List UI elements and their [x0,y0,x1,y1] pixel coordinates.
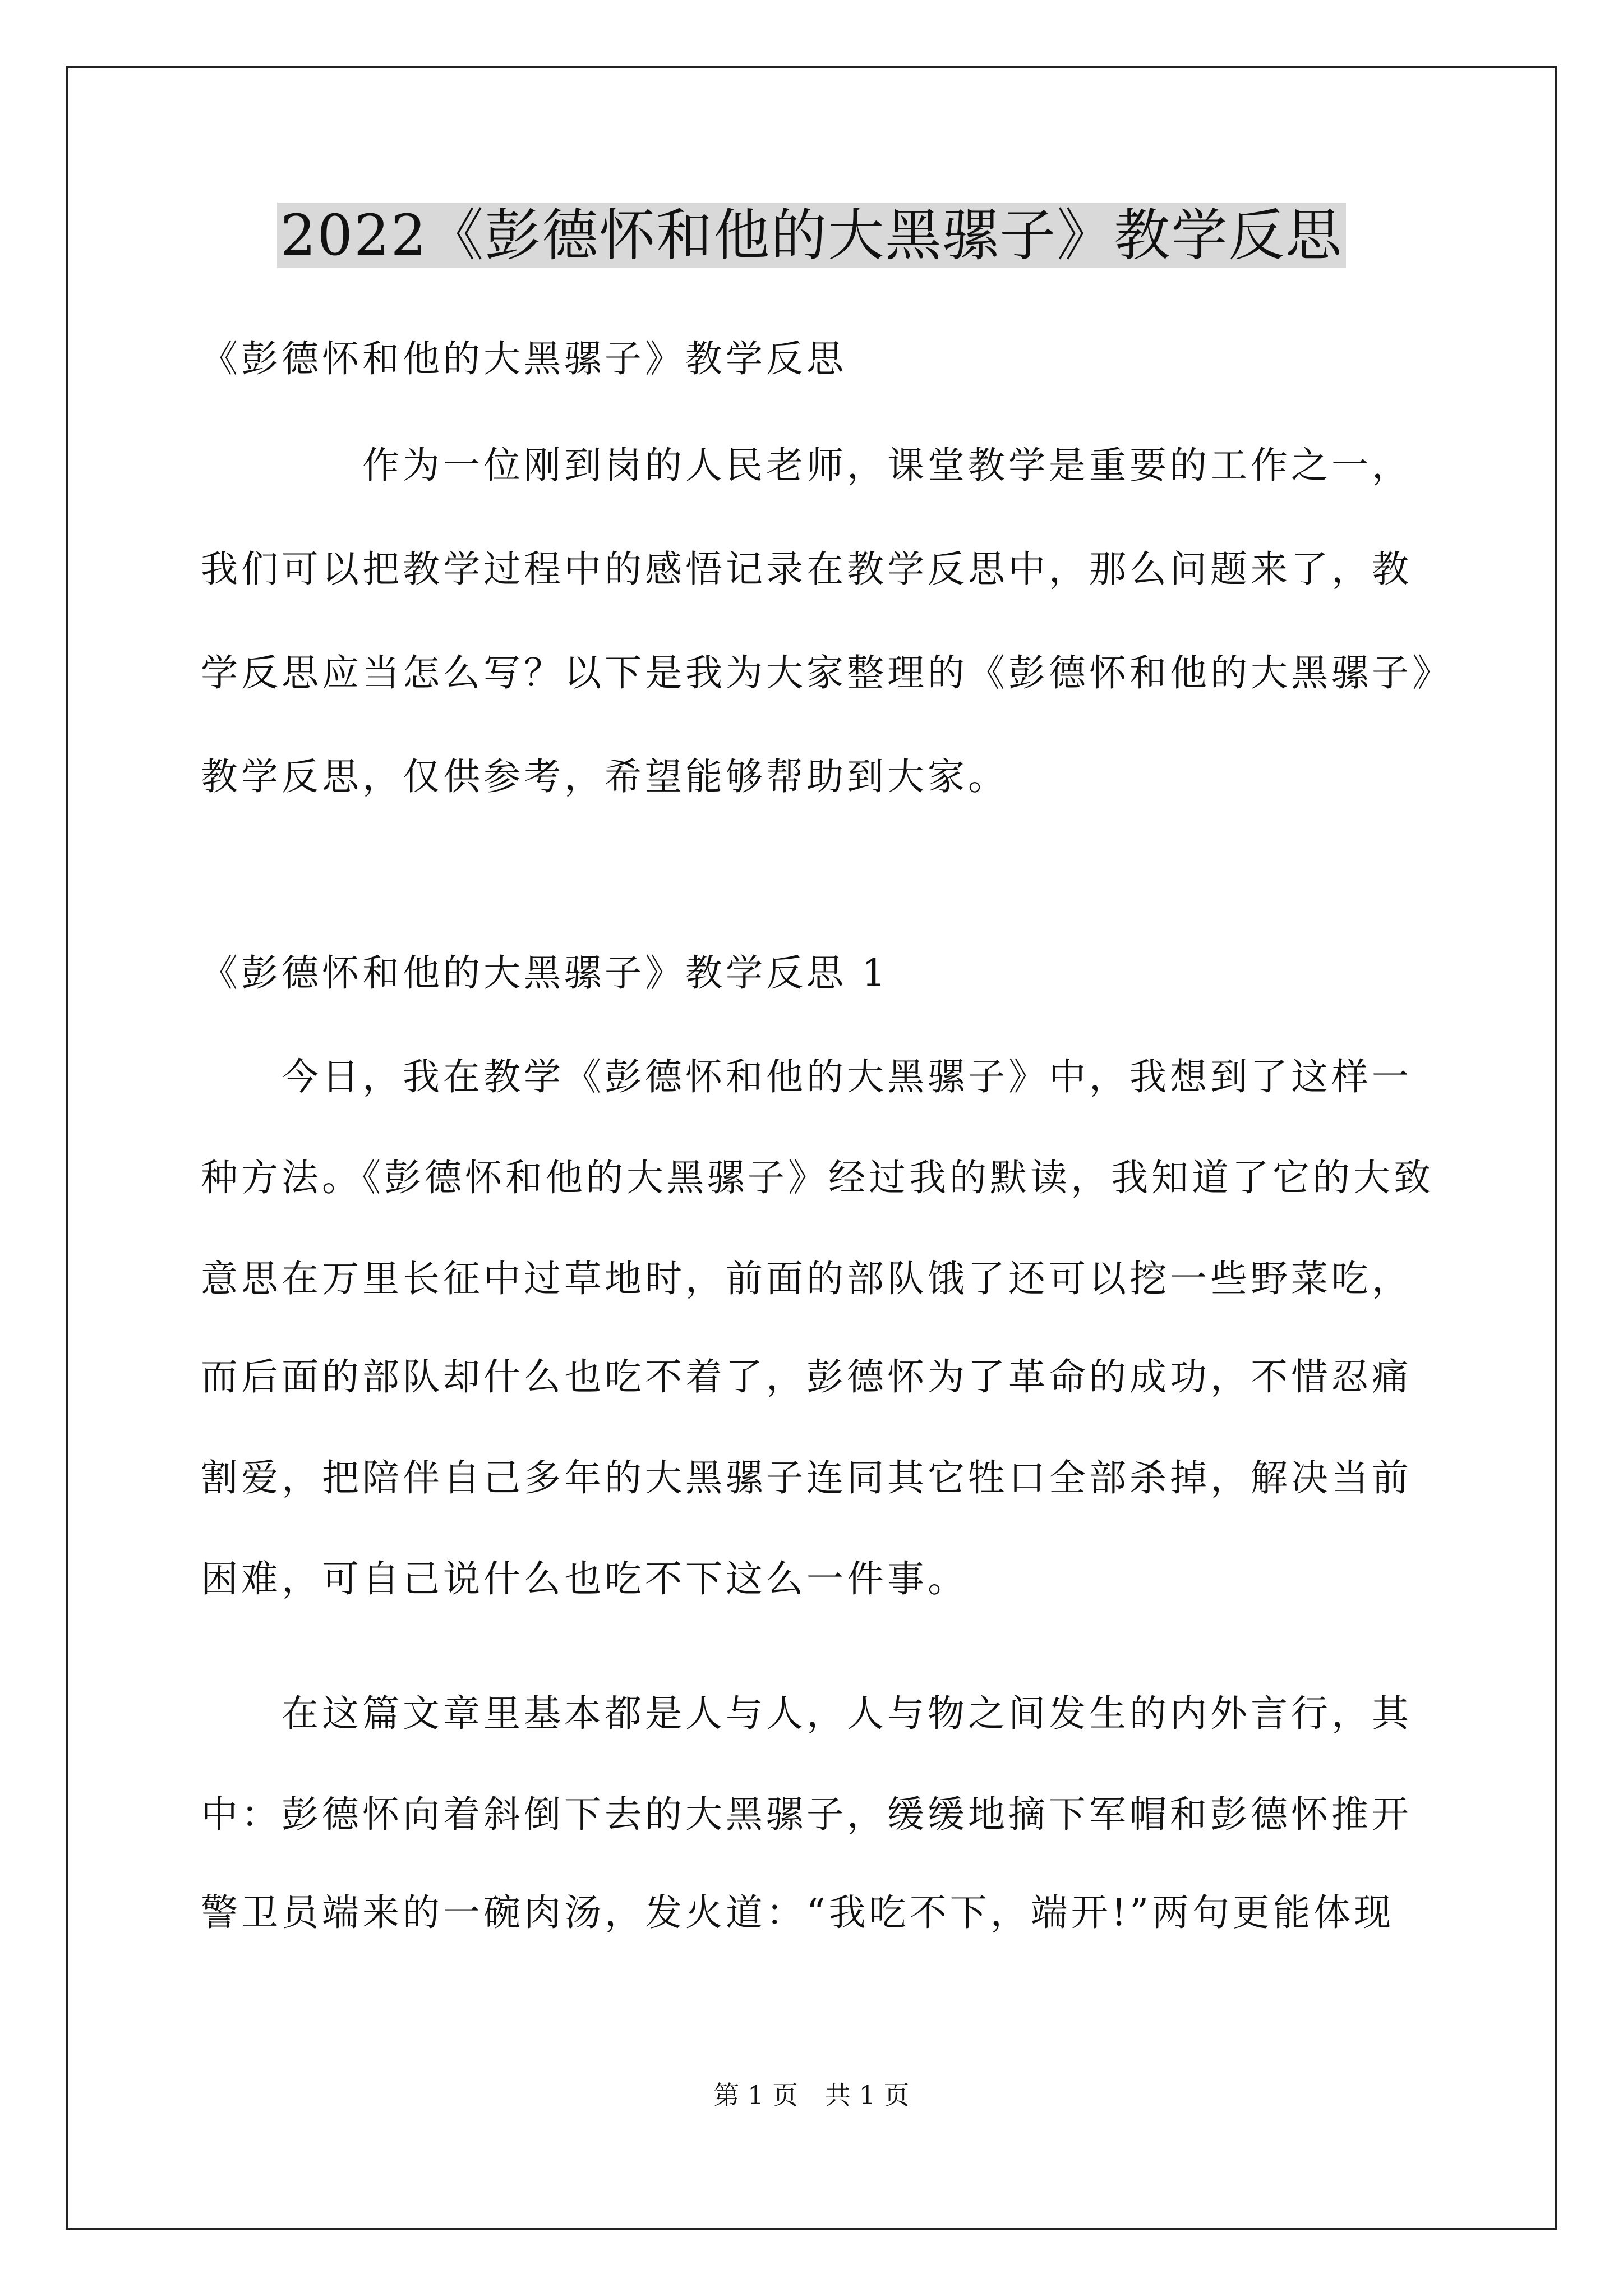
paragraph-line: 作为一位刚到岗的人民老师，课堂教学是重要的工作之一， [201,444,1412,487]
paragraph-line: 中：彭德怀向着斜倒下去的大黑骡子，缓缓地摘下军帽和彭德怀推开 [201,1793,1412,1836]
paragraph-line: 意思在万里长征中过草地时，前面的部队饿了还可以挖一些野菜吃， [201,1257,1412,1300]
document-title [0,194,1623,278]
paragraph-line: 今日，我在教学《彭德怀和他的大黑骡子》中，我想到了这样一 [201,1055,1412,1098]
paragraph-line: 教学反思，仅供参考，希望能够帮助到大家。 [201,755,1008,798]
paragraph-line: 困难，可自己说什么也吃不下这么一件事。 [201,1557,968,1600]
page-total: 共 1 页 [825,2080,910,2110]
paragraph-line: 在这篇文章里基本都是人与人，人与物之间发生的内外言行，其 [201,1692,1412,1735]
section-heading: 《彭德怀和他的大黑骡子》教学反思 1 [201,951,889,995]
paragraph-line: 学反思应当怎么写？以下是我为大家整理的《彭德怀和他的大黑骡子》 [201,651,1453,694]
paragraph-line: 而后面的部队却什么也吃不着了，彭德怀为了革命的成功，不惜忍痛 [201,1355,1412,1398]
page-number: 第 1 页 [713,2080,798,2110]
document-title-text: 2022《彭德怀和他的大黑骡子》教学反思 [277,203,1347,268]
paragraph-line: 割爱，把陪伴自己多年的大黑骡子连同其它牲口全部杀掉，解决当前 [201,1456,1412,1499]
paragraph-line: 种方法。《彭德怀和他的大黑骡子》经过我的默读，我知道了它的大致 [201,1156,1434,1199]
paragraph-line: 警卫员端来的一碗肉汤，发火道：“我吃不下，端开!”两句更能体现 [201,1891,1395,1934]
section-heading: 《彭德怀和他的大黑骡子》教学反思 [201,337,847,380]
paragraph-line: 我们可以把教学过程中的感悟记录在教学反思中，那么问题来了，教 [201,547,1412,591]
page-footer [0,2078,1623,2112]
